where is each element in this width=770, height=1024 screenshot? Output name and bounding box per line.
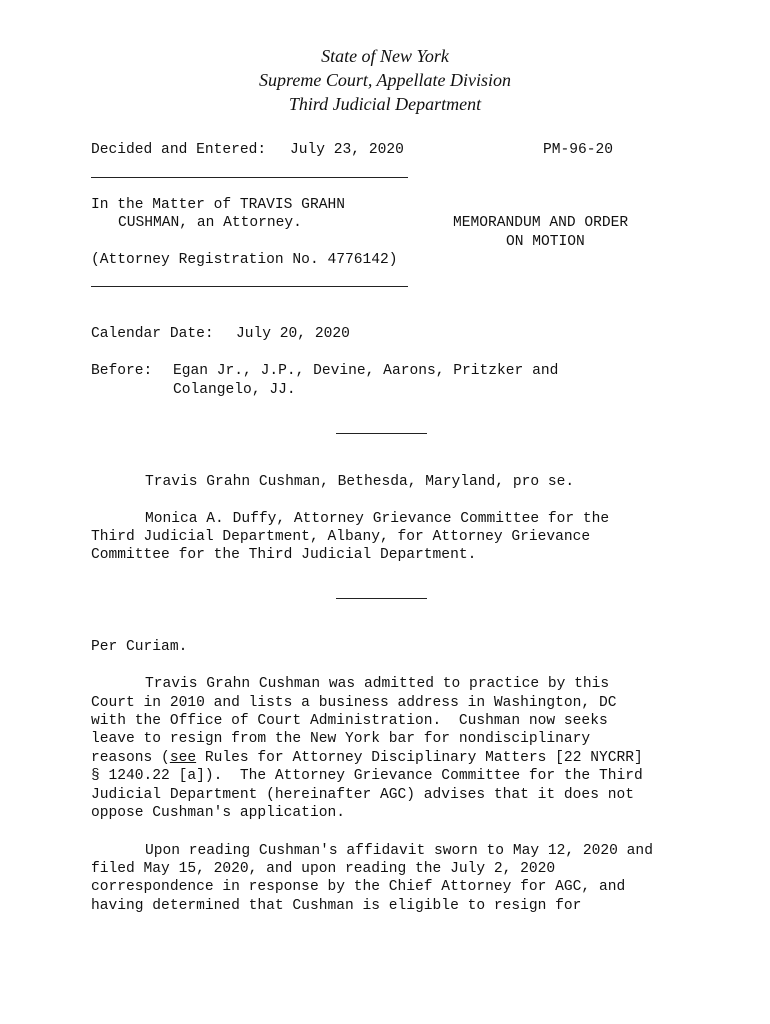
appearance-line3: Third Judicial Department, Albany, for Attorney Grievance <box>91 529 591 545</box>
para2-line2: filed May 15, 2020, and upon reading the July 2, 2020 <box>91 861 556 877</box>
para1-line4: leave to resign from the New York bar for nondisciplinary <box>91 731 591 747</box>
court-name-line2: Supreme Court, Appellate Division <box>259 70 511 90</box>
para2-line4: having determined that Cushman is eligible to resign for <box>91 898 582 914</box>
before-justices-line2: Colangelo, JJ. <box>173 382 296 398</box>
calendar-date: July 20, 2020 <box>236 326 350 342</box>
para1-line5 <box>91 749 643 767</box>
see-signal: see <box>169 750 197 766</box>
para1-line7: Judicial Department (hereinafter AGC) advises that it does not <box>91 787 634 803</box>
para1-line3: with the Office of Court Administration. Cushman now seeks <box>91 713 608 729</box>
decided-label: Decided and Entered: <box>91 142 267 158</box>
para1-line5-start: reasons ( <box>91 750 170 766</box>
para1-line1: Travis Grahn Cushman was admitted to practice by this <box>145 676 610 692</box>
before-justices-line1: Egan Jr., J.P., Devine, Aarons, Pritzker and <box>173 363 559 379</box>
para2-line1: Upon reading Cushman's affidavit sworn to May 12, 2020 and <box>145 843 653 859</box>
para1-line6: § 1240.22 [a]). The Attorney Grievance Committee for the Third <box>91 768 643 784</box>
calendar-label: Calendar Date: <box>91 326 214 342</box>
para1-line8: oppose Cushman's application. <box>91 805 345 821</box>
decided-date: July 23, 2020 <box>290 142 404 158</box>
para2-line3: correspondence in response by the Chief Attorney for AGC, and <box>91 879 626 895</box>
court-name-line1: State of New York <box>321 46 449 66</box>
appearance-line4: Committee for the Third Judicial Department. <box>91 547 477 563</box>
court-name-line3: Third Judicial Department <box>288 94 482 114</box>
per-curiam: Per Curiam. <box>91 639 188 655</box>
para1-line2: Court in 2010 and lists a business address in Washington, DC <box>91 695 617 711</box>
docket-number: PM-96-20 <box>543 142 614 158</box>
registration-number: (Attorney Registration No. 4776142) <box>91 252 398 268</box>
doc-type-line1: MEMORANDUM AND ORDER <box>453 215 629 231</box>
section-divider-2 <box>336 598 427 599</box>
section-divider-1 <box>336 433 427 434</box>
matter-line2: CUSHMAN, an Attorney. <box>118 215 302 231</box>
matter-line1: In the Matter of TRAVIS GRAHN <box>91 197 345 213</box>
caption-rule-top <box>91 177 408 178</box>
caption-rule-bottom <box>91 286 408 287</box>
appearance-line1: Travis Grahn Cushman, Bethesda, Maryland, pro se. <box>145 474 575 490</box>
para1-line5-end: Rules for Attorney Disciplinary Matters [22 NYCRR] <box>196 750 643 766</box>
appearance-line2: Monica A. Duffy, Attorney Grievance Committee for the <box>145 511 610 527</box>
doc-type-line2: ON MOTION <box>506 234 585 250</box>
before-label: Before: <box>91 363 153 379</box>
